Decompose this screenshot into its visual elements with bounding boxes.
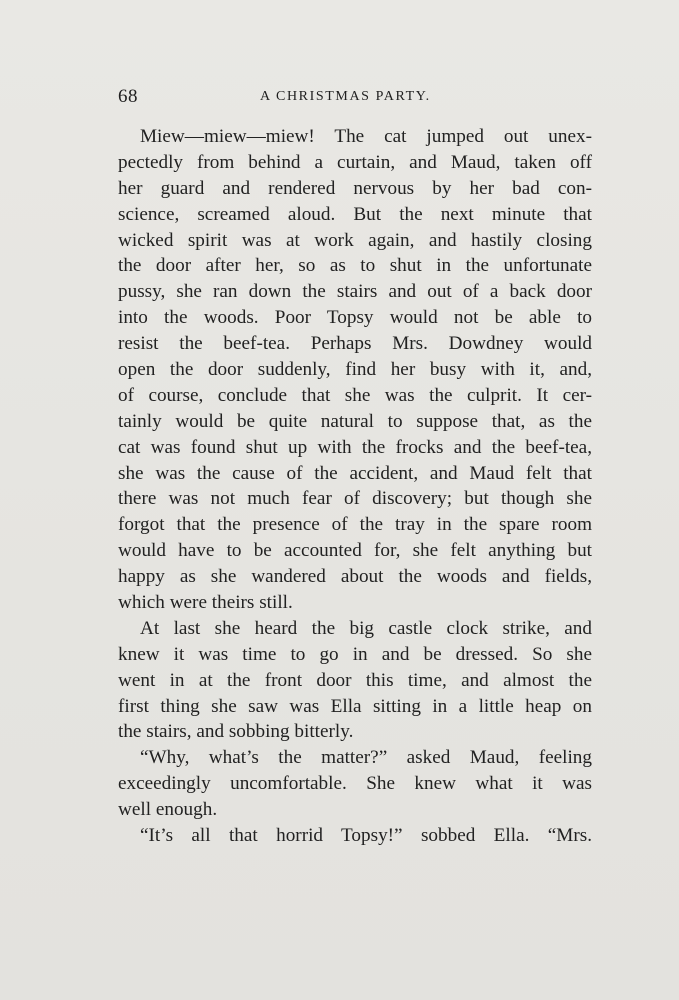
page-number: 68: [118, 86, 138, 107]
page-header: [118, 86, 592, 114]
text-line: At last she heard the big castle clock strike, and: [140, 617, 592, 639]
text-line: tainly would be quite natural to suppose that, as the: [118, 410, 592, 432]
text-line: pussy, she ran down the stairs and out of a back door: [118, 281, 592, 303]
text-line: science, screamed aloud. But the next minute that: [118, 203, 592, 225]
body-text: [118, 124, 592, 849]
text-line: her guard and rendered nervous by her bad con-: [118, 177, 592, 199]
text-line: would have to be accounted for, she felt anything but: [118, 540, 592, 562]
text-line: Miew—miew—miew! The cat jumped out unex-: [140, 126, 592, 147]
text-line: well enough.: [118, 799, 218, 821]
text-line: happy as she wandered about the woods and fields,: [118, 566, 592, 588]
text-line: went in at the front door this time, and almost the: [118, 669, 592, 691]
text-line: open the door suddenly, find her busy with it, and,: [118, 359, 592, 381]
text-line: exceedingly uncomfortable. She knew what it was: [118, 773, 592, 795]
text-line: resist the beef-tea. Perhaps Mrs. Dowdney would: [118, 333, 592, 355]
text-line: she was the cause of the accident, and Maud felt that: [118, 462, 592, 484]
text-line: there was not much fear of discovery; but though she: [118, 488, 592, 510]
text-line: which were theirs still.: [118, 592, 293, 614]
text-line: of course, conclude that she was the culprit. It cer-: [118, 384, 592, 406]
text-line: into the woods. Poor Topsy would not be able to: [118, 307, 592, 329]
text-line: “It’s all that horrid Topsy!” sobbed Ella. “Mrs.: [140, 825, 592, 847]
running-title: A CHRISTMAS PARTY.: [260, 89, 431, 104]
text-line: the door after her, so as to shut in the unfortunate: [118, 255, 592, 277]
text-line: the stairs, and sobbing bitterly.: [118, 721, 354, 743]
text-line: cat was found shut up with the frocks and the beef-tea,: [118, 436, 592, 458]
text-line: forgot that the presence of the tray in the spare room: [118, 514, 592, 536]
text-line: first thing she saw was Ella sitting in a little heap on: [118, 695, 592, 717]
text-line: knew it was time to go in and be dressed. So she: [118, 643, 592, 665]
text-line: pectedly from behind a curtain, and Maud, taken off: [118, 151, 592, 173]
text-line: “Why, what’s the matter?” asked Maud, feeling: [140, 747, 592, 769]
text-line: wicked spirit was at work again, and hastily closing: [118, 229, 592, 251]
